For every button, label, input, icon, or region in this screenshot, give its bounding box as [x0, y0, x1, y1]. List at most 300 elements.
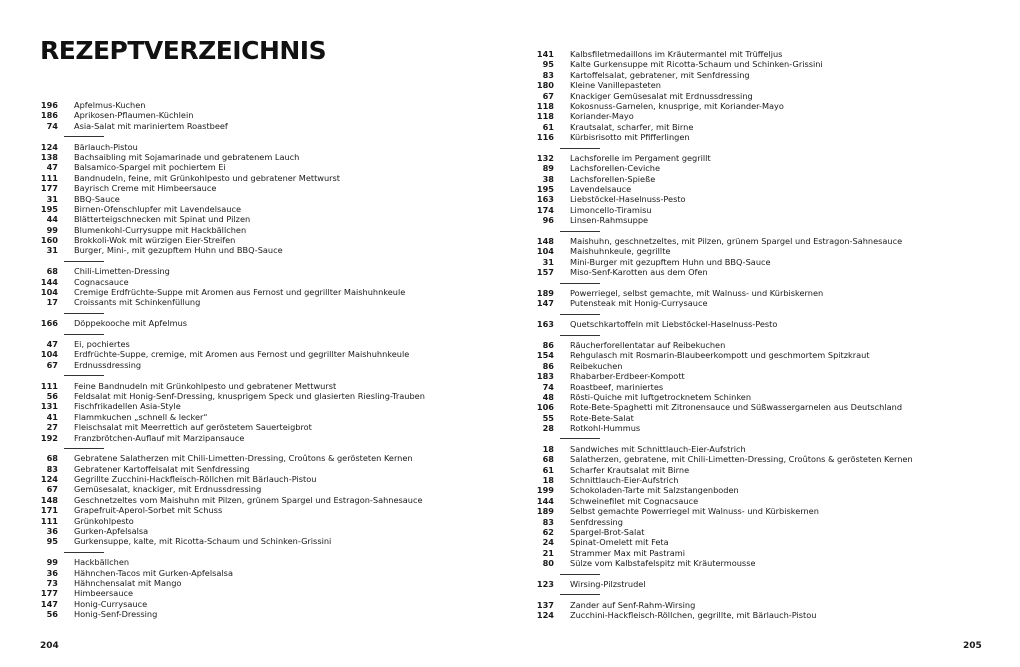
index-page-number: 36	[46, 567, 58, 578]
index-recipe-name: Flammkuchen „schnell & lecker“	[74, 411, 208, 422]
index-entry	[40, 183, 510, 193]
index-page-number: 138	[40, 151, 58, 162]
index-letter-group	[536, 579, 1006, 589]
index-entry	[536, 548, 1006, 558]
index-recipe-name: Gurken-Apfelsalsa	[74, 526, 149, 537]
index-entry	[40, 495, 510, 505]
index-letter-group	[40, 266, 510, 308]
index-letter-group	[40, 381, 510, 443]
index-recipe-name: Feine Bandnudeln mit Grünkohlpesto und gebratener Mettwurst	[74, 380, 337, 391]
index-page-number: 99	[46, 557, 58, 568]
index-entry	[536, 174, 1006, 184]
index-recipe-name: Mini-Burger mit gezupftem Huhn und BBQ-Sauce	[570, 256, 771, 267]
index-page-number: 111	[40, 172, 58, 183]
index-recipe-name: Putensteak mit Honig-Currysauce	[570, 298, 708, 309]
index-entry	[536, 382, 1006, 392]
index-recipe-name: Hähnchensalat mit Mango	[74, 577, 182, 588]
index-recipe-name: Lavendelsauce	[570, 184, 632, 195]
index-recipe-name: Kürbisrisotto mit Pfifferlingen	[570, 132, 690, 143]
index-page-number: 180	[536, 80, 554, 91]
index-recipe-name: Croissants mit Schinkenfüllung	[74, 297, 201, 308]
page-number-right: 205	[963, 641, 982, 651]
index-recipe-name: Quetschkartoffeln mit Liebstöckel-Haselnuss-Pesto	[570, 319, 778, 330]
index-entry	[536, 475, 1006, 485]
index-recipe-name: Schokoladen-Tarte mit Salzstangenboden	[570, 485, 739, 496]
index-recipe-name: Bayrisch Creme mit Himbeersauce	[74, 183, 217, 194]
index-entry	[536, 558, 1006, 568]
index-entry	[40, 433, 510, 443]
index-letter-group	[536, 49, 1006, 143]
index-recipe-name: Hackbällchen	[74, 557, 130, 568]
index-entry	[40, 391, 510, 401]
index-page-number: 95	[46, 536, 58, 547]
index-page-number: 31	[46, 193, 58, 204]
index-recipe-name: Lachsforellen-Ceviche	[570, 163, 660, 174]
index-recipe-name: Lachsforellen-Spieße	[570, 173, 656, 184]
index-entry	[536, 49, 1006, 59]
index-entry	[40, 484, 510, 494]
index-page-number: 18	[542, 443, 554, 454]
index-entry	[536, 579, 1006, 589]
index-entry	[536, 340, 1006, 350]
index-recipe-name: Honig-Senf-Dressing	[74, 609, 158, 620]
index-entry	[536, 91, 1006, 101]
index-entry	[40, 204, 510, 214]
index-page-number: 116	[536, 132, 554, 143]
index-entry	[40, 381, 510, 391]
index-entry	[40, 245, 510, 255]
index-recipe-name: Knackiger Gemüsesalat mit Erdnussdressing	[570, 90, 753, 101]
index-entry	[536, 101, 1006, 111]
index-page-number: 27	[46, 422, 58, 433]
index-recipe-name: BBQ-Sauce	[74, 193, 120, 204]
index-entry	[536, 485, 1006, 495]
group-divider	[536, 330, 1006, 340]
index-page-number: 67	[542, 90, 554, 101]
index-page-number: 118	[536, 100, 554, 111]
index-entry	[536, 163, 1006, 173]
index-entry	[536, 361, 1006, 371]
index-page-number: 147	[40, 598, 58, 609]
index-entry	[40, 173, 510, 183]
index-recipe-name: Gebratene Salatherzen mit Chili-Limetten-Dressing, Croûtons & gerösteten Kernen	[74, 453, 413, 464]
index-recipe-name: Sülze vom Kalbstafelspitz mit Kräutermousse	[570, 558, 756, 569]
index-recipe-name: Bandnudeln, feine, mit Grünkohlpesto und gebratener Mettwurst	[74, 172, 341, 183]
index-entry	[40, 142, 510, 152]
index-entry	[536, 517, 1006, 527]
index-page-number: 186	[40, 110, 58, 121]
index-letter-group	[40, 142, 510, 256]
index-recipe-name: Geschnetzeltes vom Maishuhn mit Pilzen, grünem Spargel und Estragon-Sahnesauce	[74, 494, 423, 505]
page-title: REZEPTVERZEICHNIS	[40, 36, 327, 65]
index-recipe-name: Linsen-Rahmsuppe	[570, 215, 649, 226]
index-entry	[536, 527, 1006, 537]
index-recipe-name: Lachsforelle im Pergament gegrillt	[570, 152, 711, 163]
index-entry	[40, 401, 510, 411]
index-recipe-name: Kalbsfiletmedaillons im Kräutermantel mit Trüffeljus	[570, 49, 783, 59]
index-page-number: 48	[542, 391, 554, 402]
index-recipe-name: Franzbrötchen-Auflauf mit Marzipansauce	[74, 432, 245, 443]
index-letter-group	[536, 288, 1006, 309]
index-recipe-name: Schnittlauch-Eier-Aufstrich	[570, 475, 679, 486]
index-entry	[536, 402, 1006, 412]
index-letter-group	[536, 340, 1006, 434]
index-page-number: 95	[542, 59, 554, 70]
index-entry	[536, 59, 1006, 69]
index-entry	[40, 339, 510, 349]
index-recipe-name: Räucherforellentatar auf Reibekuchen	[570, 339, 726, 350]
index-recipe-name: Chili-Limetten-Dressing	[74, 266, 170, 277]
index-recipe-name: Hähnchen-Tacos mit Gurken-Apfelsalsa	[74, 567, 233, 578]
index-page-number: 62	[542, 526, 554, 537]
index-page-number: 74	[542, 381, 554, 392]
index-entry	[40, 152, 510, 162]
index-page-number: 96	[542, 215, 554, 226]
index-page-number: 28	[542, 423, 554, 434]
group-divider	[536, 309, 1006, 319]
index-recipe-name: Fischfrikadellen Asia-Style	[74, 401, 181, 412]
index-recipe-name: Birnen-Ofenschlupfer mit Lavendelsauce	[74, 203, 242, 214]
index-page-number: 86	[542, 339, 554, 350]
index-page-number: 144	[40, 276, 58, 287]
index-entry	[536, 423, 1006, 433]
index-recipe-name: Döppekooche mit Apfelmus	[74, 318, 188, 329]
index-entry	[536, 70, 1006, 80]
index-recipe-name: Powerriegel, selbst gemachte, mit Walnuss- und Kürbiskernen	[570, 287, 824, 298]
index-letter-group	[40, 557, 510, 619]
index-page-number: 166	[40, 318, 58, 329]
index-page-number: 147	[536, 298, 554, 309]
index-entry	[536, 413, 1006, 423]
index-page-number: 123	[536, 578, 554, 589]
index-page-number: 196	[40, 100, 58, 110]
index-recipe-name: Rotkohl-Hummus	[570, 423, 641, 434]
index-recipe-name: Kalte Gurkensuppe mit Ricotta-Schaum und Schinken-Grissini	[570, 59, 823, 70]
index-recipe-name: Schweinefilet mit Cognacsauce	[570, 495, 699, 506]
index-entry	[40, 121, 510, 131]
index-page-number: 99	[46, 224, 58, 235]
index-entry	[536, 319, 1006, 329]
index-entry	[40, 162, 510, 172]
index-entry	[40, 194, 510, 204]
index-page-number: 111	[40, 515, 58, 526]
index-recipe-name: Rhabarber-Erdbeer-Kompott	[570, 371, 685, 382]
index-entry	[40, 526, 510, 536]
index-entry	[536, 132, 1006, 142]
index-entry	[40, 568, 510, 578]
index-entry	[40, 464, 510, 474]
index-page-number: 47	[46, 162, 58, 173]
index-page-number: 195	[536, 184, 554, 195]
group-divider	[536, 569, 1006, 579]
index-page-number: 118	[536, 111, 554, 122]
index-entry	[40, 318, 510, 328]
index-entry	[536, 153, 1006, 163]
index-entry	[536, 298, 1006, 308]
index-entry	[40, 453, 510, 463]
index-entry	[536, 205, 1006, 215]
index-entry	[40, 349, 510, 359]
index-entry	[40, 505, 510, 515]
index-recipe-name: Senfdressing	[570, 516, 623, 527]
index-page-number: 74	[46, 120, 58, 131]
index-recipe-name: Roastbeef, mariniertes	[570, 381, 664, 392]
group-divider	[40, 329, 510, 339]
index-recipe-name: Honig-Currysauce	[74, 598, 148, 609]
index-page-number: 132	[536, 152, 554, 163]
group-divider	[536, 143, 1006, 153]
index-recipe-name: Brokkoli-Wok mit würzigen Eier-Streifen	[74, 235, 236, 246]
index-entry	[536, 184, 1006, 194]
index-recipe-name: Cognacsauce	[74, 276, 129, 287]
index-recipe-name: Blätterteigschnecken mit Spinat und Pilzen	[74, 214, 251, 225]
index-entry	[536, 392, 1006, 402]
index-page-number: 154	[536, 350, 554, 361]
index-recipe-name: Strammer Max mit Pastrami	[570, 547, 686, 558]
index-page-number: 199	[536, 485, 554, 496]
index-recipe-name: Wirsing-Pilzstrudel	[570, 578, 646, 589]
index-page-number: 41	[46, 411, 58, 422]
index-page-number: 38	[542, 173, 554, 184]
index-column-right	[536, 49, 1006, 620]
index-page-number: 61	[542, 464, 554, 475]
index-recipe-name: Feldsalat mit Honig-Senf-Dressing, knusprigem Speck und glasierten Riesling-Trauben	[74, 390, 425, 401]
index-entry	[536, 122, 1006, 132]
index-recipe-name: Reibekuchen	[570, 360, 623, 371]
index-entry	[536, 506, 1006, 516]
index-letter-group	[536, 444, 1006, 569]
index-entry	[40, 360, 510, 370]
index-recipe-name: Erdfrüchte-Suppe, cremige, mit Aromen aus Fernost und gegrillter Maishuhnkeule	[74, 349, 410, 360]
index-page-number: 83	[542, 516, 554, 527]
index-recipe-name: Maishuhnkeule, gegrillte	[570, 246, 671, 257]
index-page-number: 104	[40, 287, 58, 298]
index-entry	[536, 215, 1006, 225]
index-entry	[536, 236, 1006, 246]
index-page-number: 56	[46, 609, 58, 620]
index-entry	[40, 578, 510, 588]
index-page-number: 47	[46, 338, 58, 349]
index-page-number: 104	[40, 349, 58, 360]
index-page-number: 83	[46, 463, 58, 474]
index-page-number: 31	[542, 256, 554, 267]
index-page-number: 189	[536, 287, 554, 298]
index-entry	[40, 516, 510, 526]
index-page-number: 124	[536, 610, 554, 621]
index-page-number: 111	[40, 380, 58, 391]
index-recipe-name: Rote-Bete-Salat	[570, 412, 634, 423]
index-page-number: 86	[542, 360, 554, 371]
group-divider	[536, 589, 1006, 599]
index-entry	[40, 557, 510, 567]
index-page-number: 144	[536, 495, 554, 506]
index-page-number: 141	[536, 49, 554, 59]
index-entry	[40, 588, 510, 598]
group-divider	[40, 308, 510, 318]
index-entry	[40, 225, 510, 235]
index-recipe-name: Kokosnuss-Garnelen, knusprige, mit Koriander-Mayo	[570, 100, 784, 111]
index-recipe-name: Aprikosen-Pflaumen-Küchlein	[74, 110, 194, 121]
index-page-number: 148	[536, 236, 554, 247]
index-recipe-name: Scharfer Krautsalat mit Birne	[570, 464, 690, 475]
index-entry	[40, 412, 510, 422]
index-recipe-name: Kleine Vanillepasteten	[570, 80, 661, 91]
group-divider	[536, 433, 1006, 443]
index-page-number: 18	[542, 475, 554, 486]
index-entry	[40, 474, 510, 484]
index-page-number: 192	[40, 432, 58, 443]
index-recipe-name: Blumenkohl-Currysuppe mit Hackbällchen	[74, 224, 247, 235]
index-page-number: 160	[40, 235, 58, 246]
index-page-number: 177	[40, 183, 58, 194]
index-recipe-name: Zander auf Senf-Rahm-Wirsing	[570, 599, 696, 610]
group-divider	[536, 278, 1006, 288]
index-page-number: 68	[542, 454, 554, 465]
index-page-number: 73	[46, 577, 58, 588]
index-entry	[40, 235, 510, 245]
index-entry	[536, 537, 1006, 547]
index-page-number: 131	[40, 401, 58, 412]
index-page-number: 124	[40, 141, 58, 152]
index-recipe-name: Selbst gemachte Powerriegel mit Walnuss- und Kürbiskernen	[570, 506, 819, 517]
index-recipe-name: Kartoffelsalat, gebratener, mit Senfdressing	[570, 69, 750, 80]
index-letter-group	[536, 319, 1006, 329]
index-recipe-name: Apfelmus-Kuchen	[74, 100, 146, 110]
index-entry	[536, 288, 1006, 298]
index-entry	[536, 454, 1006, 464]
index-letter-group	[40, 453, 510, 547]
index-recipe-name: Grünkohlpesto	[74, 515, 134, 526]
index-recipe-name: Asia-Salat mit mariniertem Roastbeef	[74, 120, 228, 131]
index-recipe-name: Fleischsalat mit Meerrettich auf geröstetem Sauerteigbrot	[74, 422, 312, 433]
index-entry	[40, 110, 510, 120]
index-recipe-name: Himbeersauce	[74, 588, 134, 599]
index-page-number: 148	[40, 494, 58, 505]
index-recipe-name: Spinat-Omelett mit Feta	[570, 537, 669, 548]
index-page-number: 68	[46, 266, 58, 277]
index-entry	[40, 266, 510, 276]
index-entry	[536, 246, 1006, 256]
index-letter-group	[536, 236, 1006, 278]
index-entry	[536, 610, 1006, 620]
index-page-number: 68	[46, 453, 58, 464]
index-page-number: 183	[536, 371, 554, 382]
index-entry	[536, 465, 1006, 475]
index-entry	[40, 297, 510, 307]
index-entry	[40, 100, 510, 110]
index-recipe-name: Balsamico-Spargel mit pochiertem Ei	[74, 162, 226, 173]
index-entry	[40, 422, 510, 432]
index-recipe-name: Limoncello-Tiramisu	[570, 204, 652, 215]
index-entry	[40, 536, 510, 546]
index-page-number: 61	[542, 121, 554, 132]
index-page-number: 24	[542, 537, 554, 548]
page-number-left: 204	[40, 641, 59, 651]
index-recipe-name: Grapefruit-Aperol-Sorbet mit Schuss	[74, 505, 223, 516]
index-page-number: 17	[46, 297, 58, 308]
index-entry	[536, 444, 1006, 454]
index-recipe-name: Miso-Senf-Karotten aus dem Ofen	[570, 267, 708, 278]
index-recipe-name: Rehgulasch mit Rosmarin-Blaubeerkompott und geschmortem Spitzkraut	[570, 350, 870, 361]
index-letter-group	[40, 339, 510, 370]
index-page-number: 177	[40, 588, 58, 599]
group-divider	[40, 443, 510, 453]
index-recipe-name: Gurkensuppe, kalte, mit Ricotta-Schaum und Schinken-Grissini	[74, 536, 332, 547]
index-entry	[40, 287, 510, 297]
index-entry	[536, 194, 1006, 204]
index-letter-group	[536, 153, 1006, 226]
index-page-number: 21	[542, 547, 554, 558]
index-recipe-name: Sandwiches mit Schnittlauch-Eier-Aufstrich	[570, 443, 746, 454]
index-entry	[536, 496, 1006, 506]
index-recipe-name: Maishuhn, geschnetzeltes, mit Pilzen, grünem Spargel und Estragon-Sahnesauce	[570, 236, 903, 247]
group-divider	[40, 547, 510, 557]
index-page-number: 67	[46, 359, 58, 370]
index-recipe-name: Bachsaibling mit Sojamarinade und gebratenem Lauch	[74, 151, 300, 162]
group-divider	[40, 370, 510, 380]
index-letter-group	[40, 318, 510, 328]
index-column-left	[40, 100, 510, 620]
index-entry	[40, 609, 510, 619]
group-divider	[40, 131, 510, 141]
index-page-number: 89	[542, 163, 554, 174]
index-entry	[40, 214, 510, 224]
index-page-number: 55	[542, 412, 554, 423]
index-page-number: 174	[536, 204, 554, 215]
index-entry	[40, 599, 510, 609]
index-entry	[536, 600, 1006, 610]
index-entry	[536, 80, 1006, 90]
index-letter-group	[536, 600, 1006, 621]
index-entry	[536, 267, 1006, 277]
index-page-number: 36	[46, 526, 58, 537]
index-page-number: 67	[46, 484, 58, 495]
index-page-number: 163	[536, 319, 554, 330]
index-page-number: 195	[40, 203, 58, 214]
index-entry	[536, 350, 1006, 360]
index-page-number: 104	[536, 246, 554, 257]
index-recipe-name: Gebratener Kartoffelsalat mit Senfdressing	[74, 463, 250, 474]
index-page-number: 44	[46, 214, 58, 225]
index-recipe-name: Gegrillte Zucchini-Hackfleisch-Röllchen mit Bärlauch-Pistou	[74, 474, 317, 485]
index-entry	[536, 257, 1006, 267]
index-page-number: 106	[536, 402, 554, 413]
index-letter-group	[40, 100, 510, 131]
index-entry	[536, 371, 1006, 381]
index-page-number: 189	[536, 506, 554, 517]
index-page-number: 137	[536, 599, 554, 610]
index-recipe-name: Koriander-Mayo	[570, 111, 634, 122]
index-entry	[40, 277, 510, 287]
index-recipe-name: Bärlauch-Pistou	[74, 141, 138, 152]
index-recipe-name: Burger, Mini-, mit gezupftem Huhn und BBQ-Sauce	[74, 245, 283, 256]
index-entry	[536, 111, 1006, 121]
index-recipe-name: Krautsalat, scharfer, mit Birne	[570, 121, 694, 132]
index-recipe-name: Rösti-Quiche mit luftgetrocknetem Schinken	[570, 391, 752, 402]
index-recipe-name: Salatherzen, gebratene, mit Chili-Limetten-Dressing, Croûtons & gerösteten Kernen	[570, 454, 913, 465]
index-page-number: 56	[46, 390, 58, 401]
index-recipe-name: Cremige Erdfrüchte-Suppe mit Aromen aus Fernost und gegrillter Maishuhnkeule	[74, 287, 406, 298]
index-page-number: 80	[542, 558, 554, 569]
index-page-number: 171	[40, 505, 58, 516]
index-recipe-name: Gemüsesalat, knackiger, mit Erdnussdressing	[74, 484, 262, 495]
index-page-number: 83	[542, 69, 554, 80]
group-divider	[40, 256, 510, 266]
index-recipe-name: Spargel-Brot-Salat	[570, 526, 645, 537]
group-divider	[536, 226, 1006, 236]
index-page-number: 31	[46, 245, 58, 256]
index-page-number: 163	[536, 194, 554, 205]
